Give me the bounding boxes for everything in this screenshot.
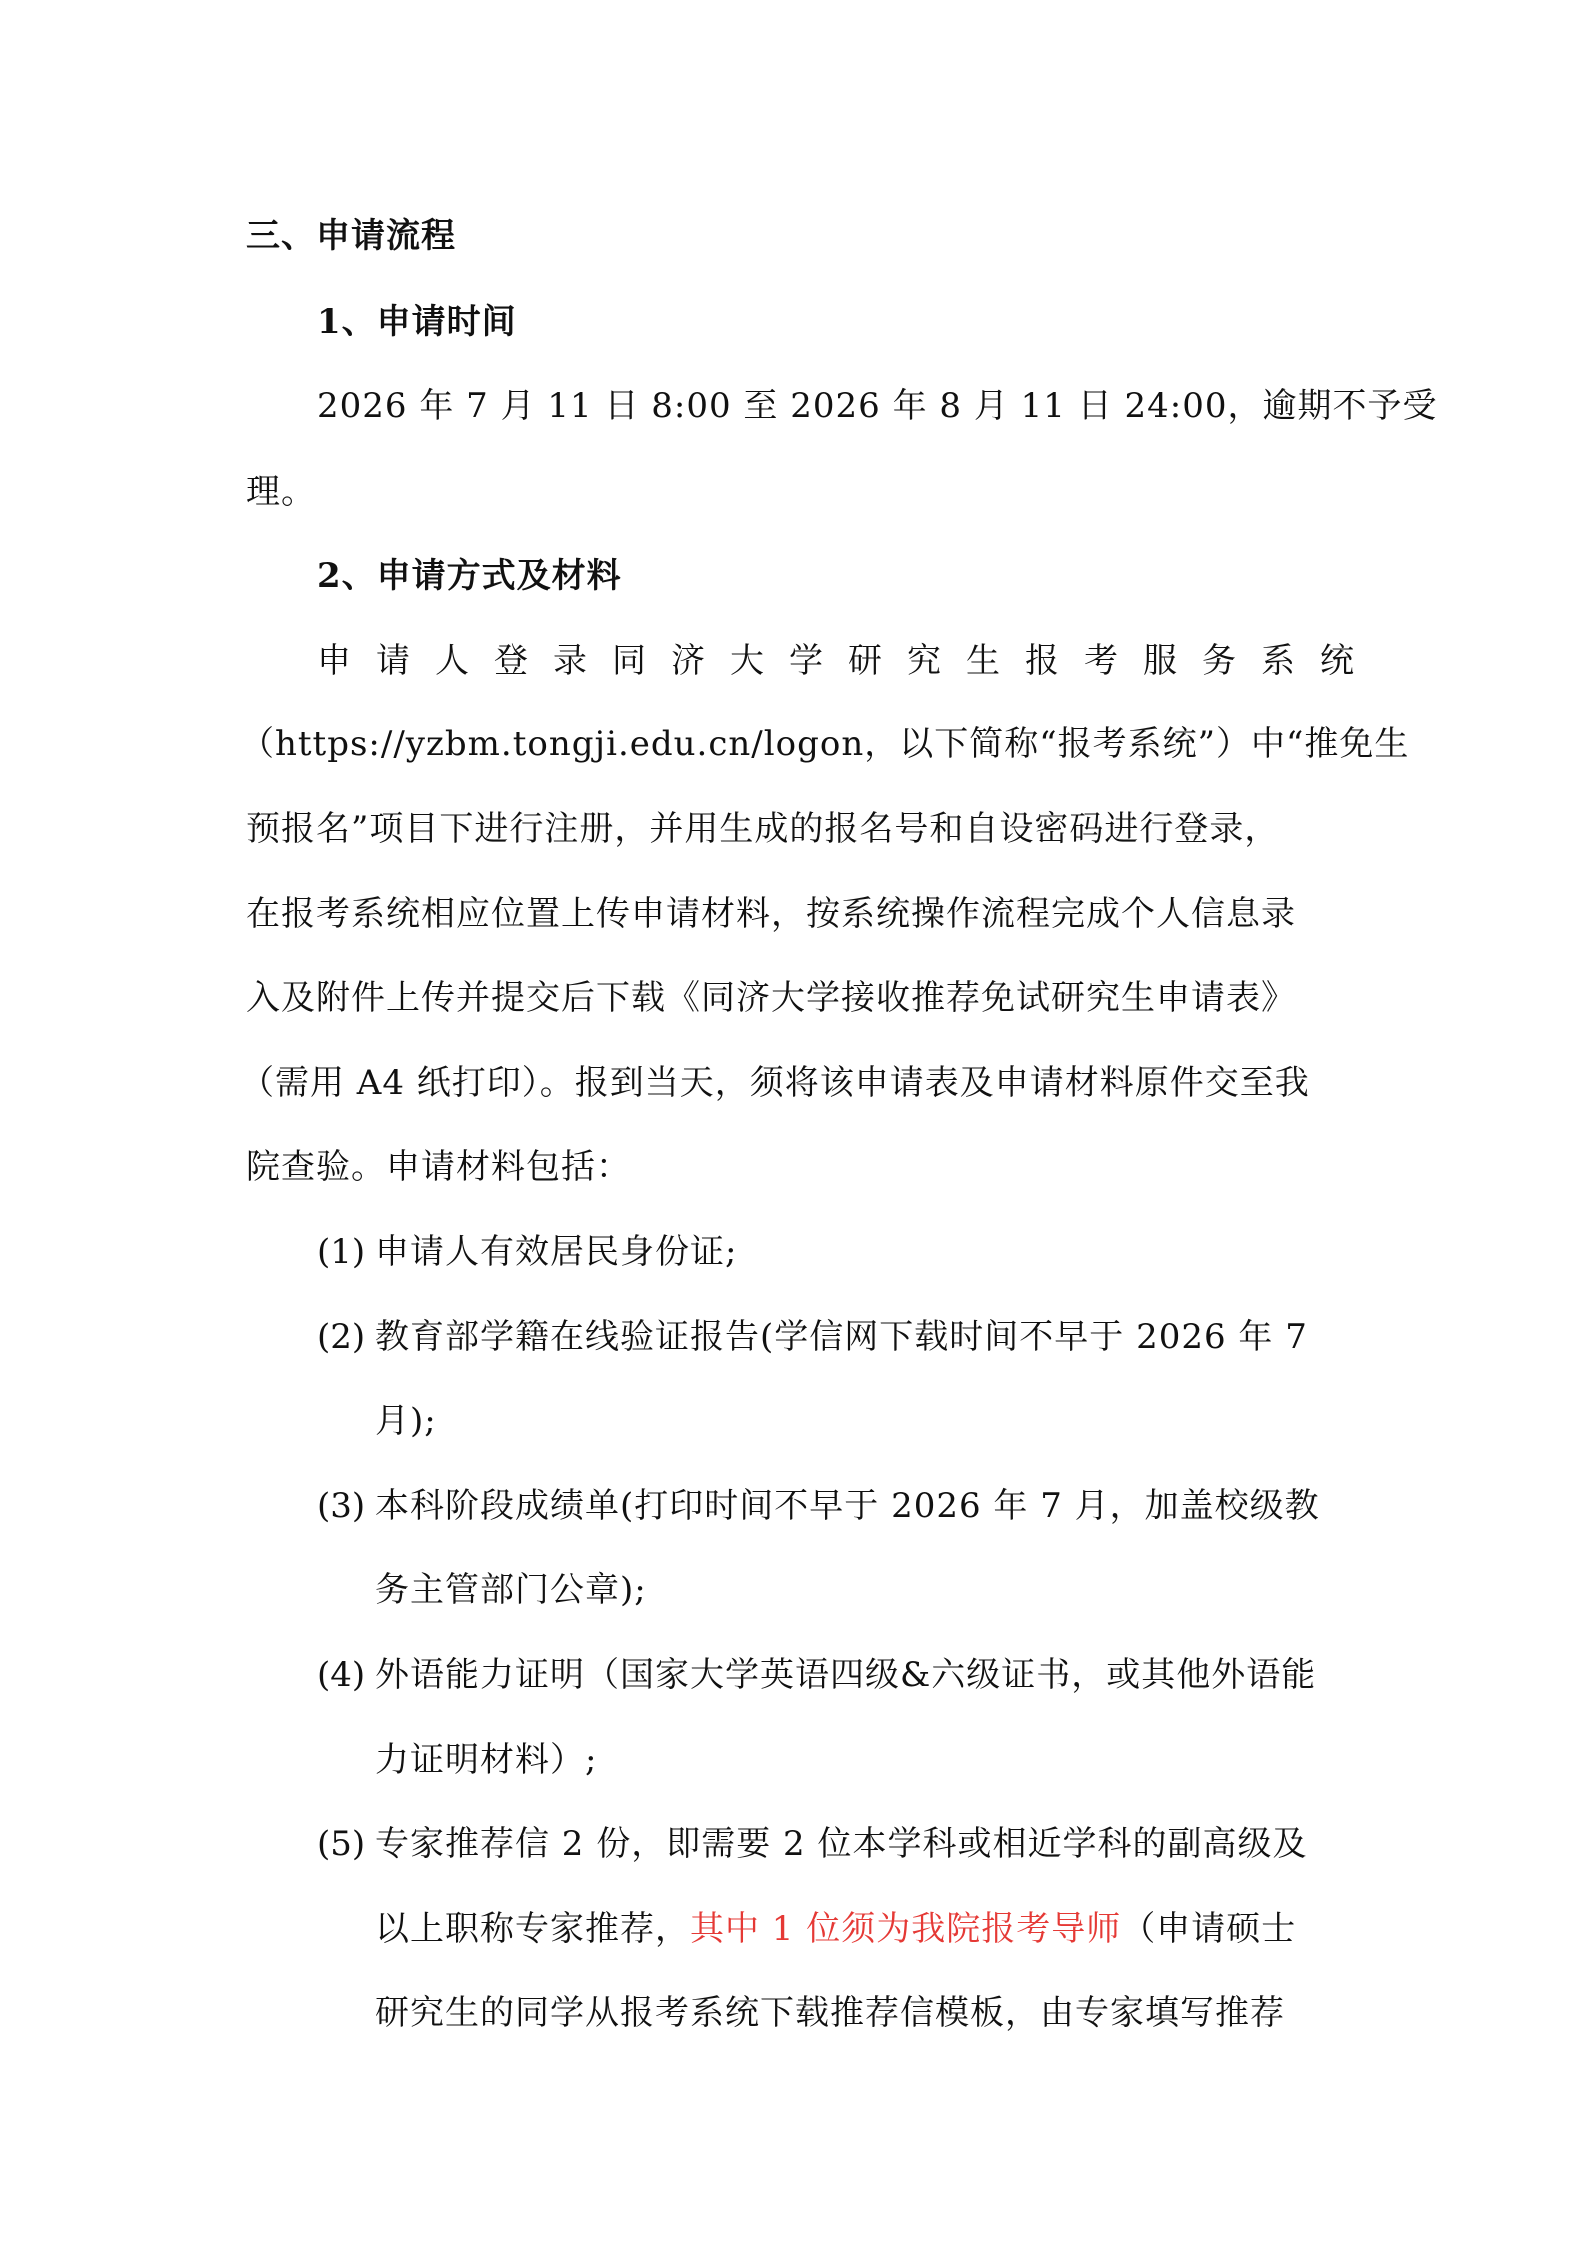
item-text: 力证明材料）; [375,1740,598,1780]
spread-char: 系 [1261,641,1296,681]
spread-char: 考 [1084,641,1119,681]
method-line-6: 院查验。申请材料包括： [246,1147,631,1187]
item-text: 专家推荐信 2 份，即需要 2 位本学科或相近学科的副高级及 [375,1824,1308,1864]
item-number: (1) [317,1232,366,1272]
item-number: (5) [317,1824,366,1864]
method-line-1: （https://yzbm.tongji.edu.cn/logon，以下简称“报考系统”）中“推免生 [240,724,1410,764]
spread-char: 统 [1320,641,1355,681]
item-number: (4) [317,1655,366,1695]
method-line-3: 在报考系统相应位置上传申请材料，按系统操作流程完成个人信息录 [246,894,1296,934]
item-text-part: （申请硕士 [1121,1909,1297,1949]
spread-char: 录 [553,641,588,681]
spread-char: 报 [1025,641,1060,681]
item-text-part: 以上职称专家推荐， [375,1909,690,1949]
method-line-5: （需用 A4 纸打印）。报到当天，须将该申请表及申请材料原件交至我 [240,1063,1310,1103]
method-heading: 2、申请方式及材料 [317,556,622,596]
spread-char: 同 [612,641,647,681]
method-line-4: 入及附件上传并提交后下载《同济大学接收推荐免试研究生申请表》 [246,978,1296,1018]
spread-char: 学 [789,641,824,681]
spread-char: 服 [1143,641,1178,681]
method-spread-line [317,639,1355,683]
time-line-2: 理。 [246,472,316,512]
item-text: 研究生的同学从报考系统下载推荐信模板，由专家填写推荐 [375,1993,1285,2033]
highlighted-requirement: 其中 1 位须为我院报考导师 [690,1909,1122,1949]
item-text: 申请人有效居民身份证; [375,1232,738,1272]
spread-char: 大 [730,641,765,681]
item-text: 月); [375,1401,437,1441]
section-heading: 三、申请流程 [246,216,456,256]
spread-char: 济 [671,641,706,681]
spread-char: 务 [1202,641,1237,681]
item-text: 教育部学籍在线验证报告(学信网下载时间不早于 2026 年 7 [375,1317,1308,1357]
item-number: (3) [317,1486,366,1526]
time-heading: 1、申请时间 [317,302,517,342]
spread-char: 登 [494,641,529,681]
method-line-2: 预报名”项目下进行注册，并用生成的报名号和自设密码进行登录， [246,809,1280,849]
item-text-with-highlight [375,1907,1296,1951]
spread-char: 研 [848,641,883,681]
item-text: 务主管部门公章); [375,1570,647,1610]
spread-char: 生 [966,641,1001,681]
spread-char: 人 [435,641,470,681]
time-line-1: 2026 年 7 月 11 日 8:00 至 2026 年 8 月 11 日 24:00，逾期不予受 [317,386,1438,426]
spread-char: 申 [317,641,352,681]
spread-char: 请 [376,641,411,681]
item-number: (2) [317,1317,366,1357]
item-text: 外语能力证明（国家大学英语四级&六级证书，或其他外语能 [375,1655,1317,1695]
spread-char: 究 [907,641,942,681]
item-text: 本科阶段成绩单(打印时间不早于 2026 年 7 月，加盖校级教 [375,1486,1320,1526]
